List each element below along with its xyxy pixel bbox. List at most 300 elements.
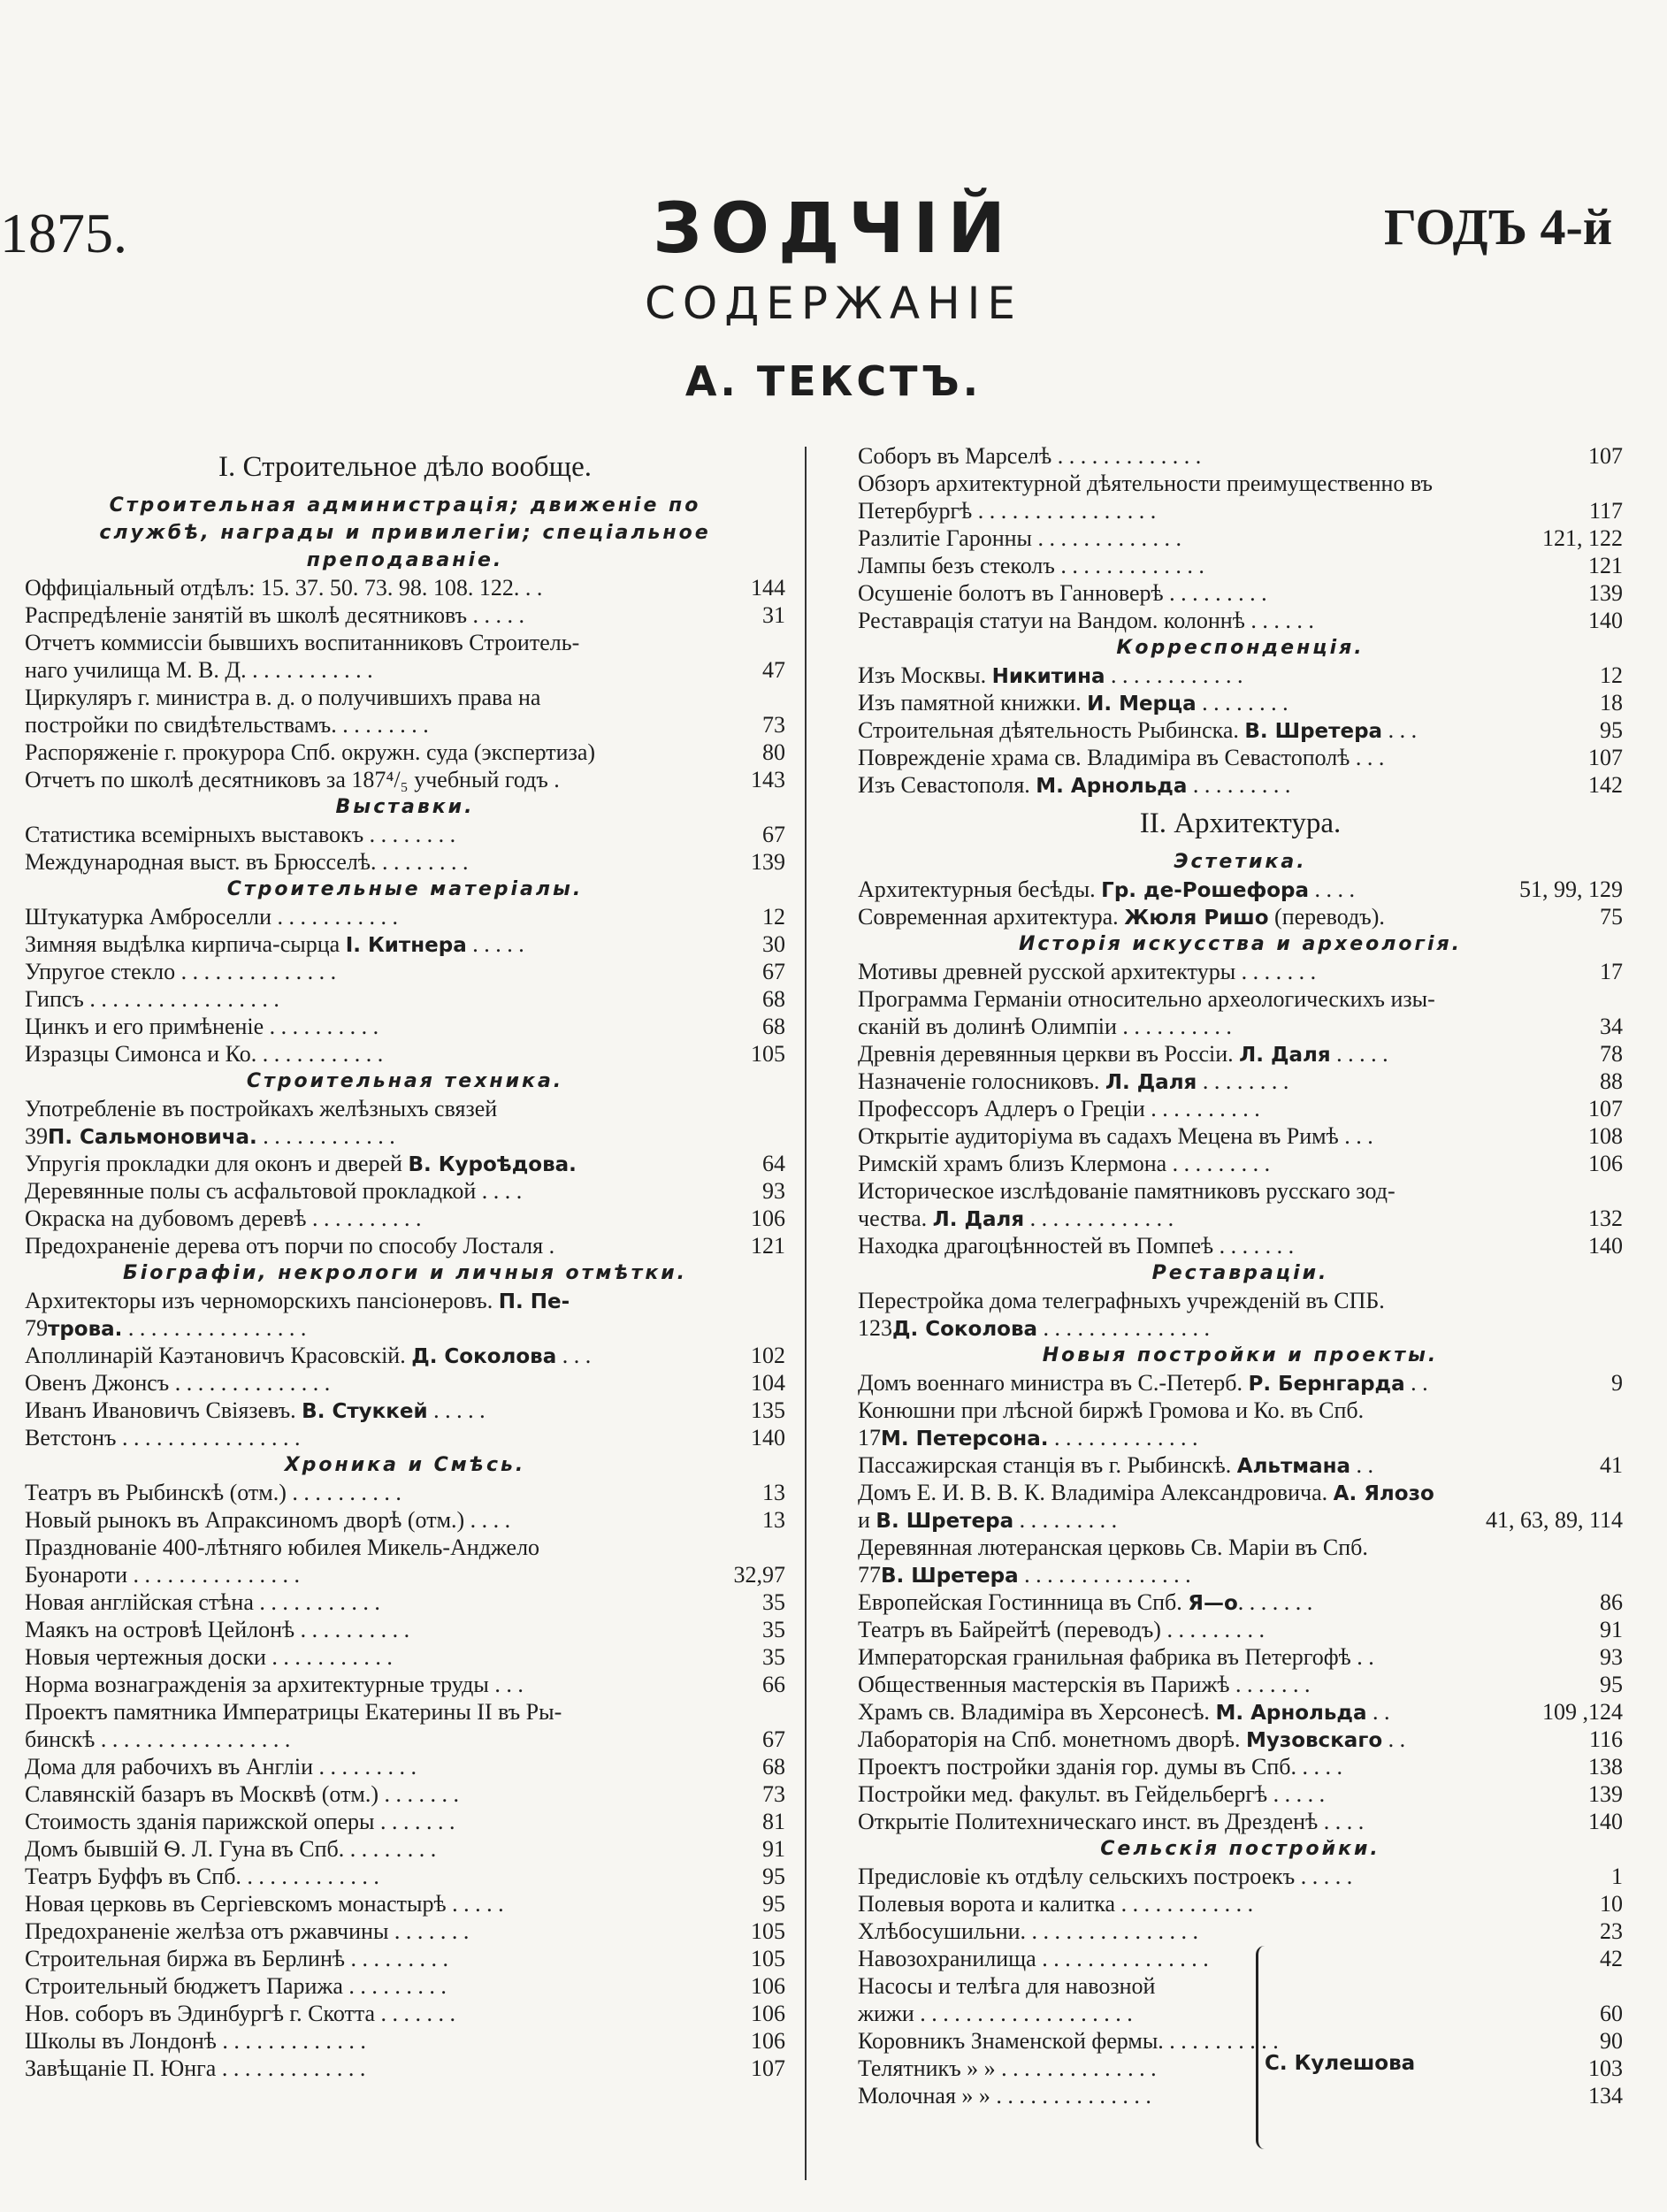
page-number: 39 [25, 1123, 48, 1149]
entry-author: трова. [48, 1318, 123, 1341]
subsection-heading: Исторія искусства и археологія. [1018, 933, 1463, 955]
entry-title: Разлитіе Гаронны . . . . . . . . . . . . . [858, 525, 1182, 551]
page-number: 106 [751, 2028, 785, 2054]
toc-entry [25, 1890, 785, 1917]
page-number: 93 [1600, 1644, 1623, 1670]
entry-title: Открытіе Политехническаго инст. въ Дрезденѣ . . . . [858, 1809, 1365, 1834]
entry-title: Школы въ Лондонѣ . . . . . . . . . . . . . [25, 2028, 366, 2054]
entry-title: Строительная дѣятельность Рыбинска. [858, 717, 1239, 743]
page-number: 47 [762, 657, 785, 683]
entry-title: Программа Германіи относительно археологическихъ изы- [858, 986, 1435, 1012]
entry-leader: . . [1382, 1726, 1406, 1752]
entry-title: Древнія деревянныя церкви въ Россіи. [858, 1041, 1234, 1067]
entry-title: Штукатурка Амброселли . . . . . . . . . . . [25, 904, 399, 930]
toc-entry [25, 903, 785, 930]
page-number: 68 [762, 1014, 785, 1039]
entry-title: Профессоръ Адлеръ о Греціи . . . . . . . . . . [858, 1096, 1260, 1121]
toc-entry [858, 1040, 1623, 1068]
entry-author: Л. Даля [1239, 1044, 1331, 1067]
toc-entry [858, 1863, 1623, 1890]
entry-title: Деревянная лютеранская церковь Св. Маріи въ Спб. [858, 1535, 1368, 1560]
subsection-heading: Новыя постройки и проекты. [1042, 1344, 1439, 1366]
page-number: 18 [1600, 690, 1623, 716]
page-number: 80 [762, 739, 785, 765]
entry-title: Пассажирская станція въ г. Рыбинскѣ. [858, 1452, 1232, 1478]
entry-author: М. Петерсона. [881, 1427, 1049, 1450]
entry-title: Домъ Е. И. В. В. К. Владиміра Александровича. [858, 1480, 1328, 1505]
toc-entry [858, 497, 1623, 524]
page-number: 91 [1600, 1617, 1623, 1642]
toc-entry [858, 1232, 1623, 1259]
page-number: 123 [858, 1315, 892, 1341]
entry-leader: . . [1366, 1699, 1390, 1725]
entry-title: сканій въ долинѣ Олимпіи . . . . . . . . . . [858, 1014, 1232, 1039]
subsection-heading: службѣ, награды и привилегіи; спеціальное [99, 522, 711, 544]
toc-entry [25, 1726, 785, 1753]
page-number: 142 [1588, 772, 1623, 798]
entry-author: Я—о [1188, 1592, 1238, 1615]
entry-leader: . . . . . . . . . . . . . . . . [122, 1315, 307, 1341]
entry-title: Историческое изслѣдованіе памятниковъ русскаго зод- [858, 1178, 1396, 1204]
entry-author: В. Шретера [881, 1565, 1019, 1588]
toc-entry [858, 1698, 1623, 1726]
subsection-heading: преподаваніе. [306, 549, 504, 571]
page-number: 34 [1600, 1014, 1623, 1039]
entry-title: Проектъ памятника Императрицы Екатерины II въ Ры- [25, 1699, 562, 1725]
toc-entry [858, 2055, 1623, 2082]
entry-title: Назначеніе голосниковъ. [858, 1068, 1100, 1094]
entry-title: Нов. соборъ въ Эдинбургѣ г. Скотта . . . . . . . [25, 2001, 456, 2026]
volume-label: ГОДЪ 4-й [1384, 198, 1613, 256]
entry-title: Цинкъ и его примѣненіе . . . . . . . . . . [25, 1014, 379, 1039]
entry-title: Новая церковь въ Сергіевскомъ монастырѣ . . . . . [25, 1891, 504, 1917]
entry-title: Зимняя выдѣлка кирпича-сырца [25, 931, 340, 957]
page-number: 140 [1588, 1233, 1623, 1259]
entry-leader: . . . . . . . . . . . . [1105, 662, 1243, 688]
rural-author: С. Кулешова [1265, 2052, 1416, 2075]
toc-entry [858, 1177, 1623, 1205]
entry-title: Проектъ постройки зданія гор. думы въ Спб. . . . . [858, 1754, 1343, 1780]
page-number: 17 [858, 1425, 881, 1450]
page-number: 10 [1600, 1891, 1623, 1917]
toc-entry [25, 2055, 785, 2082]
toc-entry [858, 1068, 1623, 1095]
entry-title: Соборъ въ Марселѣ . . . . . . . . . . . . . [858, 443, 1202, 469]
toc-entry [25, 1616, 785, 1643]
entry-leader: . . [1404, 1370, 1428, 1396]
toc-entry [25, 2000, 785, 2027]
entry-author: Л. Даля [1105, 1071, 1197, 1094]
entry-leader: . . . . . . . . [1197, 1068, 1289, 1094]
subsection-heading: Строительная администрація; движеніе по [109, 494, 701, 517]
entry-leader: . . . . . . . . . . . . . . . [1037, 1315, 1211, 1341]
right-column [858, 442, 1623, 2109]
toc-entry [858, 1616, 1623, 1643]
entry-title: Циркуляръ г. министра в. д. о получившихъ права на [25, 685, 541, 710]
toc-entry [25, 1506, 785, 1534]
toc-entry [25, 1397, 785, 1424]
entry-title: Упругія прокладки для оконъ и дверей [25, 1151, 402, 1176]
page-number: 31 [762, 602, 785, 628]
entry-title: Упругое стекло . . . . . . . . . . . . . . [25, 959, 337, 984]
entry-author: П. Сальмоновича. [48, 1126, 257, 1149]
toc-entry [25, 821, 785, 848]
toc-entry [858, 1726, 1623, 1753]
toc-entry [25, 1479, 785, 1506]
subsection-heading: Корреспонденція. [1116, 637, 1365, 659]
page-number: 93 [762, 1178, 785, 1204]
entry-title: Храмъ св. Владиміра въ Херсонесѣ. [858, 1699, 1210, 1725]
toc-entry [25, 1945, 785, 1972]
page-number: 42 [1600, 1946, 1623, 1971]
entry-title: Императорская гранильная фабрика въ Петергофѣ . . [858, 1644, 1374, 1670]
entry-title: Стоимость зданія парижской оперы . . . . . . . [25, 1809, 455, 1834]
entry-title: Новый рынокъ въ Апраксиномъ дворѣ (отм.) . . . . [25, 1507, 511, 1533]
page-number: 12 [762, 904, 785, 930]
page-number: 106 [751, 2001, 785, 2026]
toc-entry [858, 689, 1623, 716]
page-number: 104 [751, 1370, 785, 1396]
toc-entry [858, 1643, 1623, 1671]
entry-title: Коровникъ Знаменской фермы. . . . . . . . . . . [858, 2028, 1279, 2054]
toc-entry [25, 930, 785, 958]
entry-title: Строительная биржа въ Берлинѣ . . . . . . . . . [25, 1946, 449, 1971]
page-number: 41 [1600, 1452, 1623, 1478]
toc-entry [25, 1835, 785, 1863]
page-number: 75 [1600, 904, 1623, 930]
entry-title: Театръ Буффъ въ Спб. . . . . . . . . . . . . [25, 1864, 379, 1889]
toc-entry [25, 1972, 785, 2000]
entry-title: Архитектурныя бесѣды. [858, 876, 1096, 902]
entry-leader: . . . . . [466, 931, 524, 957]
entry-author: Д. Соколова [892, 1318, 1038, 1341]
entry-title: Открытіе аудиторіума въ садахъ Мецена въ Римѣ . . . [858, 1123, 1373, 1149]
toc-entry [858, 1753, 1623, 1780]
entry-title: Постройки мед. факульт. въ Гейдельбергѣ . . . . . [858, 1781, 1326, 1807]
entry-leader: . . . . . . . . . . . . . [1024, 1206, 1174, 1231]
toc-entry [858, 579, 1623, 607]
entry-leader: . . . . . . . . . . . . . . . [1018, 1562, 1191, 1588]
entry-author: Альтмана [1236, 1455, 1351, 1478]
page-number: 106 [751, 1973, 785, 1999]
page-number: 88 [1600, 1068, 1623, 1094]
entry-title: Петербургѣ . . . . . . . . . . . . . . . . [858, 498, 1157, 524]
toc-entry [858, 1397, 1623, 1424]
subsection-heading: Эстетика. [1174, 851, 1307, 873]
toc-entry [25, 1534, 785, 1561]
entry-title: Изъ Москвы. [858, 662, 987, 688]
page-number: 67 [762, 1726, 785, 1752]
entry-author: В. Стуккей [302, 1400, 428, 1423]
toc-entry [858, 1808, 1623, 1835]
page-number: 107 [1588, 745, 1623, 770]
page-number: 121 [751, 1233, 785, 1259]
entry-title: Новая англійская стѣна . . . . . . . . . . . [25, 1589, 380, 1615]
toc-entry [858, 958, 1623, 985]
toc-entry [858, 470, 1623, 497]
column-divider [805, 447, 807, 2180]
page-number: 108 [1588, 1123, 1623, 1149]
page-number: 30 [762, 931, 785, 957]
page-number: 32,97 [733, 1562, 785, 1588]
entry-title: Римскій храмъ близъ Клермона . . . . . . . . . [858, 1151, 1271, 1176]
part-heading: А. ТЕКСТЪ. [684, 357, 983, 405]
entry-title: Европейская Гостинница въ Спб. [858, 1589, 1182, 1615]
entry-leader: . . [1350, 1452, 1374, 1478]
toc-entry [25, 1753, 785, 1780]
toc-continuation [858, 1561, 1623, 1588]
entry-title: Находка драгоцѣнностей въ Помпеѣ . . . . . . . [858, 1233, 1295, 1259]
page-number: 135 [751, 1397, 785, 1423]
toc-entry [858, 442, 1623, 470]
page-number: 95 [1600, 1672, 1623, 1697]
page-number: 35 [762, 1644, 785, 1670]
entry-title: Отчетъ по школѣ десятниковъ за 187⁴/₅ учебный годъ . [25, 767, 560, 792]
toc-entry [25, 1808, 785, 1835]
toc-entry [25, 985, 785, 1013]
toc-entry [25, 1863, 785, 1890]
section-title: I. Строительное дѣло вообще. [218, 451, 592, 483]
page-number: 86 [1600, 1589, 1623, 1615]
page-number: 139 [1588, 1781, 1623, 1807]
page-number: 73 [762, 1781, 785, 1807]
page-number: 139 [1588, 580, 1623, 606]
page-number: 95 [1600, 717, 1623, 743]
entry-title: Архитекторы изъ черноморскихъ пансіонеровъ. [25, 1288, 493, 1313]
toc-entry [858, 1917, 1623, 1945]
page-number: 35 [762, 1617, 785, 1642]
entry-title: Предисловіе къ отдѣлу сельскихъ построекъ . . . . . [858, 1864, 1353, 1889]
entry-title: Лампы безъ стеколъ . . . . . . . . . . . . . [858, 553, 1204, 578]
entry-title: Молочная » » . . . . . . . . . . . . . . [858, 2083, 1151, 2109]
page-number: 107 [1588, 443, 1623, 469]
entry-title: жижи . . . . . . . . . . . . . . . . . . . [858, 2001, 1133, 2026]
toc-entry [858, 1506, 1623, 1534]
entry-author: В. Шретера [876, 1510, 1014, 1533]
page-number: 95 [762, 1891, 785, 1917]
toc-entry [858, 2000, 1623, 2027]
toc-entry [858, 876, 1623, 903]
page-number: 139 [751, 849, 785, 875]
toc-entry [25, 1040, 785, 1068]
entry-author: Никитина [991, 665, 1105, 688]
toc-entry [25, 1698, 785, 1726]
page-number: 144 [751, 575, 785, 601]
entry-title: Театръ въ Байрейтѣ (переводъ) . . . . . . . . . [858, 1617, 1265, 1642]
entry-title: Хлѣбосушильни. . . . . . . . . . . . . . . . [858, 1918, 1199, 1944]
page-number: 1 [1611, 1864, 1623, 1889]
toc-entry [858, 1972, 1623, 2000]
entry-title: Статистика всемірныхъ выставокъ . . . . . . . . [25, 822, 456, 847]
page-number: 73 [762, 712, 785, 738]
entry-title: Завѣщаніе П. Юнга . . . . . . . . . . . . . [25, 2055, 366, 2081]
entry-title: Изъ памятной книжки. [858, 690, 1082, 716]
contents-heading: СОДЕРЖАНІЕ [644, 278, 1023, 329]
entry-author: І. Китнера [345, 934, 467, 957]
page-number: 64 [762, 1151, 785, 1176]
page-number: 77 [858, 1562, 881, 1588]
page-number: 79 [25, 1315, 48, 1341]
page-number: 105 [751, 1946, 785, 1971]
toc-entry [25, 629, 785, 656]
page-number: 132 [1588, 1206, 1623, 1231]
toc-continuation [858, 1424, 1623, 1451]
entry-author: Д. Соколова [411, 1345, 557, 1368]
toc-entry [858, 1780, 1623, 1808]
entry-title: Обзоръ архитектурной дѣятельности преимущественно въ [858, 471, 1433, 496]
entry-leader: . . . [1382, 717, 1418, 743]
entry-title: Буонароти . . . . . . . . . . . . . . . [25, 1562, 301, 1588]
page-number: 105 [751, 1918, 785, 1944]
page-number: 106 [1588, 1151, 1623, 1176]
entry-title: Маякъ на островѣ Цейлонѣ . . . . . . . . . . [25, 1617, 410, 1642]
entry-leader: . . . . . . . [1237, 1589, 1313, 1615]
toc-entry [858, 662, 1623, 689]
left-column [25, 442, 785, 2082]
toc-entry [25, 574, 785, 601]
entry-title: наго училища М. В. Д. . . . . . . . . . . . [25, 657, 373, 683]
toc-entry [25, 601, 785, 629]
entry-leader: . . . . . [427, 1397, 486, 1423]
journal-title: ЗОДЧІЙ [653, 189, 1014, 269]
entry-title: Полевыя ворота и калитка . . . . . . . . . . . . [858, 1891, 1254, 1917]
subsection-heading: Реставраціи. [1151, 1262, 1329, 1284]
toc-entry [858, 2027, 1623, 2055]
toc-entry [25, 711, 785, 739]
entry-title: Строительный бюджетъ Парижа . . . . . . . . . [25, 1973, 447, 1999]
entry-title: Отчетъ коммиссіи бывшихъ воспитанниковъ Строитель- [25, 630, 580, 655]
page-number: 68 [762, 1754, 785, 1780]
entry-leader: . . . [556, 1343, 592, 1368]
page-number: 81 [762, 1809, 785, 1834]
entry-title: Норма вознагражденія за архитектурные труды . . . [25, 1672, 524, 1697]
entry-title: Международная выст. въ Брюсселѣ. . . . . . . . . [25, 849, 469, 875]
toc-entry [858, 552, 1623, 579]
entry-title: Насосы и телѣга для навозной [858, 1973, 1156, 1999]
toc-entry [25, 1205, 785, 1232]
toc-entry [858, 1095, 1623, 1122]
entry-title: Предохраненіе дерева отъ порчи по способу Лосталя . [25, 1233, 555, 1259]
toc-entry [858, 1945, 1623, 1972]
subsection-heading: Хроника и Смѣсь. [284, 1454, 526, 1476]
entry-title: Осушеніе болотъ въ Ганноверѣ . . . . . . . . . [858, 580, 1267, 606]
page-number: 106 [751, 1206, 785, 1231]
entry-title: Новыя чертежныя доски . . . . . . . . . . . [25, 1644, 393, 1670]
toc-entry [25, 1917, 785, 1945]
entry-title: Ветстонъ . . . . . . . . . . . . . . . . [25, 1425, 301, 1450]
toc-entry [25, 2027, 785, 2055]
page-number: 138 [1588, 1754, 1623, 1780]
entry-author: Р. Бернгарда [1248, 1373, 1405, 1396]
toc-entry [25, 1232, 785, 1259]
toc-entry [25, 1177, 785, 1205]
entry-title: Поврежденіе храма св. Владиміра въ Севастополѣ . . . [858, 745, 1385, 770]
toc-entry [858, 1287, 1623, 1314]
entry-title: Оффиціальный отдѣлъ: 15. 37. 50. 73. 98. 108. 122. . . [25, 575, 543, 601]
entry-title: Перестройка дома телеграфныхъ учрежденій въ СПБ. [858, 1288, 1385, 1313]
toc-entry [858, 716, 1623, 744]
toc-entry [25, 1150, 785, 1177]
page-number: 143 [751, 767, 785, 792]
entry-leader: . . . . . . . . [1196, 690, 1288, 716]
entry-title: Изразцы Симонса и Ко. . . . . . . . . . . . [25, 1041, 384, 1067]
toc-entry [858, 1890, 1623, 1917]
page-number: 107 [751, 2055, 785, 2081]
toc-entry [25, 656, 785, 684]
entry-title: Славянскій базаръ въ Москвѣ (отм.) . . . . . . . [25, 1781, 460, 1807]
entry-title: Распоряженіе г. прокурора Спб. окружн. суда (экспертиза) [25, 739, 596, 765]
toc-continuation [25, 1122, 785, 1150]
toc-entry [858, 1479, 1623, 1506]
entry-title: Театръ въ Рыбинскѣ (отм.) . . . . . . . . . . [25, 1480, 401, 1505]
toc-entry [858, 903, 1623, 930]
page-number: 90 [1600, 2028, 1623, 2054]
entry-title: Празднованіе 400-лѣтняго юбилея Микель-Анджело [25, 1535, 540, 1560]
toc-entry [858, 1013, 1623, 1040]
entry-title: Мотивы древней русской архитектуры . . . . . . . [858, 959, 1317, 984]
page-number: 117 [1588, 498, 1623, 524]
entry-title: Телятникъ » » . . . . . . . . . . . . . . [858, 2055, 1157, 2081]
toc-entry [858, 744, 1623, 771]
subsection-heading: Строительные матеріалы. [226, 878, 584, 900]
page-number: 105 [751, 1041, 785, 1067]
entry-title: Навозохранилища . . . . . . . . . . . . . . . [858, 1946, 1209, 1971]
entry-title: Аполлинарій Каэтановичъ Красовскій. [25, 1343, 406, 1368]
page-number: 140 [1588, 1809, 1623, 1834]
page-number: 51, 99, 129 [1519, 876, 1623, 902]
page-number: 68 [762, 986, 785, 1012]
page-number: 9 [1611, 1370, 1623, 1396]
page-number: 95 [762, 1864, 785, 1889]
entry-leader: . . . . . . . . . . . . [256, 1123, 395, 1149]
page-number: 91 [762, 1836, 785, 1862]
entry-title: Современная архитектура. [858, 904, 1119, 930]
entry-title: Изъ Севастополя. [858, 772, 1030, 798]
entry-author: Музовскаго [1245, 1729, 1383, 1752]
entry-title: и [858, 1507, 870, 1533]
entry-author: П. Пе- [498, 1290, 570, 1313]
toc-entry [858, 2082, 1623, 2109]
entry-title: Предохраненіе желѣза отъ ржавчины . . . . . . . [25, 1918, 470, 1944]
toc-continuation [858, 1314, 1623, 1342]
toc-entry [858, 1150, 1623, 1177]
toc-entry [25, 1342, 785, 1369]
page-number: 102 [751, 1343, 785, 1368]
entry-title: Овенъ Джонсъ . . . . . . . . . . . . . . [25, 1370, 331, 1396]
entry-title: Домъ военнаго министра въ С.-Петерб. [858, 1370, 1243, 1396]
subsection-heading: Выставки. [335, 796, 475, 818]
page-number: 116 [1588, 1726, 1623, 1752]
entry-title: Употребленіе въ постройкахъ желѣзныхъ связей [25, 1096, 498, 1121]
entry-title: Лабораторія на Спб. монетномъ дворѣ. [858, 1726, 1241, 1752]
entry-title: бинскѣ . . . . . . . . . . . . . . . . . [25, 1726, 291, 1752]
entry-title: Окраска на дубовомъ деревѣ . . . . . . . . . . [25, 1206, 422, 1231]
entry-title: Общественныя мастерскія въ Парижѣ . . . . . . . [858, 1672, 1311, 1697]
page-number: 67 [762, 822, 785, 847]
entry-author: Жюля Ришо [1124, 907, 1269, 930]
entry-leader: . . . . [1309, 876, 1356, 902]
page-number: 107 [1588, 1096, 1623, 1121]
page-number: 66 [762, 1672, 785, 1697]
page-number: 121, 122 [1542, 525, 1623, 551]
brace-bracket [1256, 1946, 1274, 2149]
entry-leader: . . . . . . . . . [1013, 1507, 1118, 1533]
toc-entry [858, 1122, 1623, 1150]
toc-entry [858, 1588, 1623, 1616]
toc-entry [858, 1451, 1623, 1479]
page-number: 35 [762, 1589, 785, 1615]
toc-entry [858, 771, 1623, 799]
